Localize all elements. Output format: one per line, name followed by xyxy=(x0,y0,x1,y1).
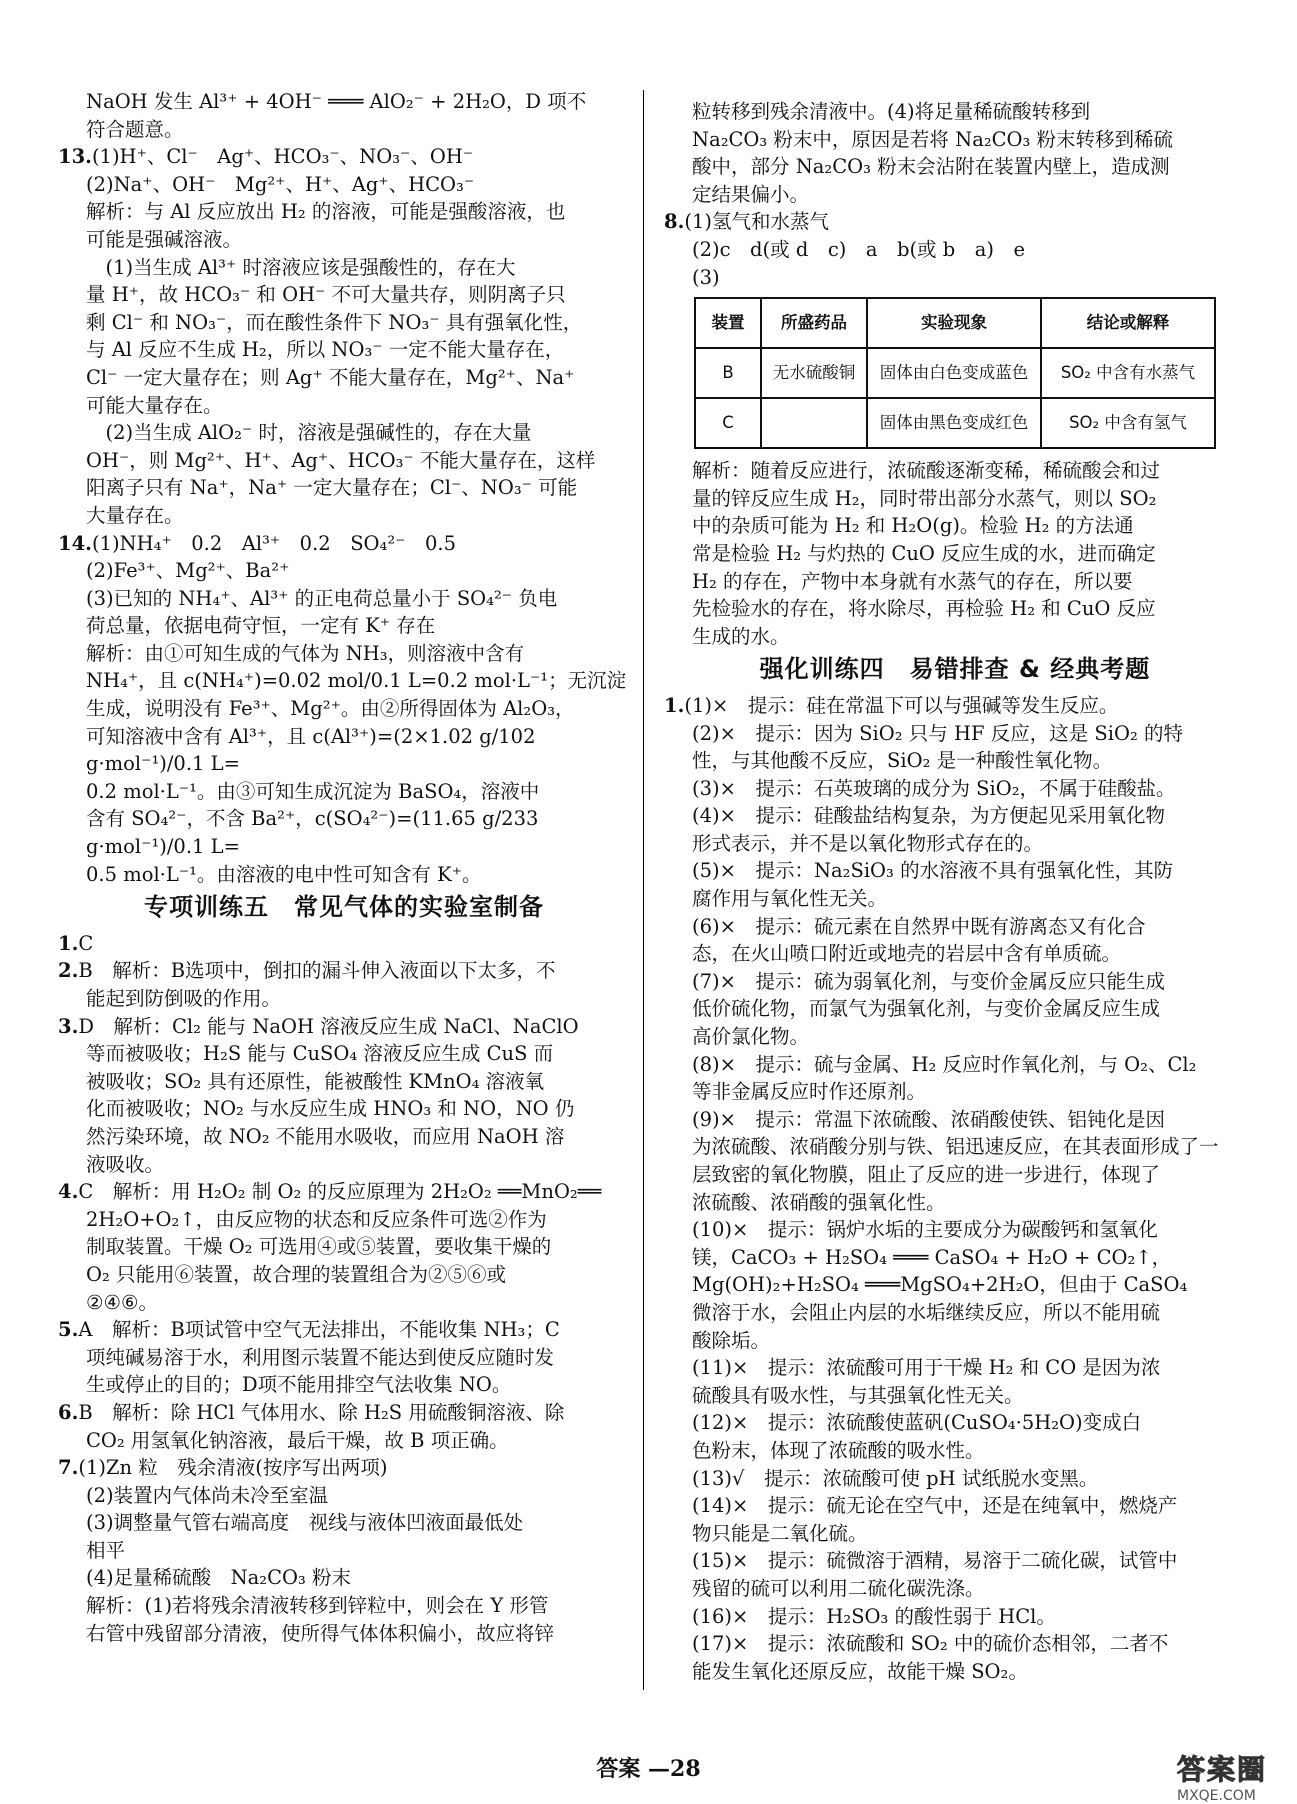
text-line xyxy=(664,1437,1246,1465)
text-line xyxy=(58,861,630,889)
table-header-cell: 实验现象 xyxy=(867,298,1041,348)
text-line xyxy=(664,512,1246,540)
line-text: 液吸收。 xyxy=(86,1152,165,1176)
line-text: (7)× 提示：硫为弱氧化剂，与变价金属反应只能生成 xyxy=(692,969,1165,993)
text-line xyxy=(58,1040,630,1068)
text-line xyxy=(58,612,630,640)
text-line xyxy=(664,126,1246,154)
text-line xyxy=(58,695,630,723)
line-text: 微溶于水，会阻止内层的水垢继续反应，所以不能用硫 xyxy=(692,1300,1161,1324)
line-text: (2)当生成 AlO₂⁻ 时，溶液是强碱性的，存在大量 xyxy=(86,421,532,445)
question-number: 2. xyxy=(58,959,79,983)
text-line xyxy=(664,1133,1246,1161)
text-line xyxy=(664,1051,1246,1079)
text-line xyxy=(664,236,1246,264)
line-text: 中的杂质可能为 H₂ 和 H₂O(g)。检验 H₂ 的方法通 xyxy=(692,514,1134,538)
line-text: 符合题意。 xyxy=(86,117,184,141)
line-text: 右管中残留部分清液，使所得气体体积偏小，故应将锌 xyxy=(86,1621,555,1645)
line-text: 剩 Cl⁻ 和 NO₃⁻，而在酸性条件下 NO₃⁻ 具有强氧化性， xyxy=(86,310,583,334)
line-text: NaOH 发生 Al³⁺ + 4OH⁻ ═══ AlO₂⁻ + 2H₂O，D 项不 xyxy=(86,90,587,113)
text-line xyxy=(58,585,630,613)
text-line xyxy=(664,1106,1246,1134)
text-line xyxy=(58,667,630,695)
question-number: 6. xyxy=(58,1400,79,1424)
line-text: 性，与其他酸不反应，SiO₂ 是一种酸性氧化物。 xyxy=(692,749,1113,773)
text-line xyxy=(58,116,630,144)
left-block-1 xyxy=(58,88,630,888)
table-cell xyxy=(761,398,867,448)
line-text: (11)× 提示：浓硫酸可用于干燥 H₂ 和 CO 是因为浓 xyxy=(692,1356,1161,1380)
text-line xyxy=(664,1023,1246,1051)
text-line xyxy=(58,1620,630,1648)
text-line xyxy=(58,1013,630,1041)
line-text: 0.2 mol·L⁻¹。由③可知生成沉淀为 BaSO₄，溶液中 xyxy=(86,779,540,803)
text-line xyxy=(58,502,630,530)
line-text: 能起到防倒吸的作用。 xyxy=(86,987,282,1010)
text-line xyxy=(58,1289,630,1317)
question-number: 3. xyxy=(58,1014,79,1038)
watermark-text: 答案圈 xyxy=(1176,1753,1267,1786)
line-text: 量的锌反应生成 H₂，同时带出部分水蒸气，则以 SO₂ xyxy=(692,486,1157,510)
section-title-5: 专项训练五 常见气体的实验室制备 xyxy=(144,893,544,922)
line-text: (2)装置内气体尚未冷至室温 xyxy=(86,1483,329,1507)
line-text: 被吸收；SO₂ 具有还原性，能被酸性 KMnO₄ 溶液氧 xyxy=(86,1069,545,1093)
text-line xyxy=(58,1509,630,1537)
text-line xyxy=(58,1316,630,1344)
line-text: (4)× 提示：硅酸盐结构复杂，为方便起见采用氧化物 xyxy=(692,804,1165,828)
text-line xyxy=(58,336,630,364)
text-line xyxy=(664,968,1246,996)
text-line xyxy=(664,802,1246,830)
text-line xyxy=(664,1189,1246,1217)
line-text: B 解析：除 HCl 气体用水、除 H₂S 用硫酸铜溶液、除 xyxy=(78,1400,565,1424)
table-row xyxy=(695,398,1215,448)
text-line xyxy=(58,1261,630,1289)
text-line xyxy=(664,1327,1246,1355)
text-line xyxy=(58,88,630,116)
text-line xyxy=(58,143,630,171)
text-line xyxy=(664,940,1246,968)
line-text: 荷总量，依据电荷守恒，一定有 K⁺ 存在 xyxy=(86,614,436,638)
text-line xyxy=(664,830,1246,858)
table-row xyxy=(695,348,1215,398)
line-text: (16)× 提示：H₂SO₃ 的酸性弱于 HCl。 xyxy=(692,1604,1056,1628)
line-text: (1)Zn 粒 残余清液(按序写出两项) xyxy=(78,1456,388,1480)
line-text: 阳离子只有 Na⁺，Na⁺ 一定大量存在；Cl⁻、NO₃⁻ 可能 xyxy=(86,476,578,500)
line-text: (2)c d(或 d c) a b(或 b a) e xyxy=(692,237,1026,261)
text-line xyxy=(58,957,630,985)
line-text: 层致密的氧化物膜，阻止了反应的进一步进行，体现了 xyxy=(692,1163,1161,1186)
text-line xyxy=(58,1123,630,1151)
text-line xyxy=(58,1151,630,1179)
line-text: 与 Al 反应不生成 H₂，所以 NO₃⁻ 一定不能大量存在， xyxy=(86,338,565,362)
line-text: (12)× 提示：浓硫酸使蓝矾(CuSO₄·5H₂O)变成白 xyxy=(692,1411,1142,1435)
line-text: (2)× 提示：因为 SiO₂ 只与 HF 反应，这是 SiO₂ 的特 xyxy=(692,721,1183,745)
line-text: 生成的水。 xyxy=(692,624,790,648)
text-line xyxy=(58,1399,630,1427)
text-line xyxy=(58,281,630,309)
result-table xyxy=(694,297,1216,449)
line-text: 物只能是二氧化硫。 xyxy=(692,1521,868,1545)
line-text: 0.5 mol·L⁻¹。由溶液的电中性可知含有 K⁺。 xyxy=(86,862,482,886)
section-title-4: 强化训练四 易错排查 & 经典考题 xyxy=(759,655,1151,684)
text-line xyxy=(58,226,630,254)
text-line xyxy=(664,1271,1246,1299)
line-text: 高价氯化物。 xyxy=(692,1025,810,1049)
line-text: 生或停止的目的；D项不能用排空气法收集 NO。 xyxy=(86,1373,512,1397)
line-text: Mg(OH)₂+H₂SO₄ ═══MgSO₄+2H₂O，但由于 CaSO₄ xyxy=(692,1273,1188,1297)
right-column xyxy=(664,98,1246,1685)
line-text: (14)× 提示：硫无论在空气中，还是在纯氧中，燃烧产 xyxy=(692,1494,1178,1518)
line-text: 制取装置。干燥 O₂ 可选用④或⑤装置，要收集干燥的 xyxy=(86,1235,552,1259)
text-line xyxy=(58,1178,630,1206)
text-line xyxy=(58,419,630,447)
question-number: 8. xyxy=(664,210,685,234)
text-line xyxy=(664,1547,1246,1575)
text-line xyxy=(664,208,1246,236)
text-line xyxy=(664,181,1246,209)
text-line xyxy=(58,1371,630,1399)
line-text: C 解析：用 H₂O₂ 制 O₂ 的反应原理为 2H₂O₂ ══MnO₂══ xyxy=(78,1180,602,1204)
line-text: (4)足量稀硫酸 Na₂CO₃ 粉末 xyxy=(86,1566,352,1590)
line-text: (2)Na⁺、OH⁻ Mg²⁺、H⁺、Ag⁺、HCO₃⁻ xyxy=(86,172,475,196)
line-text: (13)√ 提示：浓硫酸可使 pH 试纸脱水变黑。 xyxy=(692,1466,1099,1490)
line-text: 能发生氧化还原反应，故能干燥 SO₂。 xyxy=(692,1659,1028,1683)
text-line xyxy=(664,1630,1246,1658)
text-line xyxy=(58,254,630,282)
line-text: (6)× 提示：硫元素在自然界中既有游离态又有化合 xyxy=(692,914,1146,938)
table-header-cell: 装置 xyxy=(695,298,761,348)
text-line xyxy=(664,1520,1246,1548)
text-line xyxy=(58,309,630,337)
line-text: 酸中，部分 Na₂CO₃ 粉末会沾附在装置内壁上，造成测 xyxy=(692,155,1170,179)
question-number: 1. xyxy=(58,931,79,955)
text-line xyxy=(58,1482,630,1510)
text-line xyxy=(58,1068,630,1096)
text-line xyxy=(664,1354,1246,1382)
text-line xyxy=(58,1233,630,1261)
text-line xyxy=(58,364,630,392)
text-line xyxy=(664,720,1246,748)
line-text: 然污染环境，故 NO₂ 不能用水吸收，而应用 NaOH 溶 xyxy=(86,1124,565,1148)
watermark-logo xyxy=(1177,1748,1267,1804)
line-text: 定结果偏小。 xyxy=(692,182,810,206)
line-text: OH⁻，则 Mg²⁺、H⁺、Ag⁺、HCO₃⁻ 不能大量存在，这样 xyxy=(86,448,596,472)
text-line xyxy=(664,595,1246,623)
column-divider xyxy=(643,90,644,1690)
line-text: 低价硫化物，而氯气为强氧化剂，与变价金属反应生成 xyxy=(692,997,1161,1021)
question-number: 5. xyxy=(58,1318,79,1342)
line-text: ②④⑥。 xyxy=(86,1290,158,1314)
line-text: (3)已知的 NH₄⁺、Al³⁺ 的正电荷总量小于 SO₄²⁻ 负电 xyxy=(86,586,558,610)
page-footer: 答案 —28 xyxy=(596,1756,701,1782)
text-line xyxy=(58,778,630,806)
text-line xyxy=(664,692,1246,720)
line-text: 硫酸具有吸水性，与其强氧化性无关。 xyxy=(692,1383,1024,1407)
left-block-2 xyxy=(58,930,630,1647)
line-text: CO₂ 用氢氧化钠溶液，最后干燥，故 B 项正确。 xyxy=(86,1428,509,1452)
text-line xyxy=(58,171,630,199)
line-text: 态，在火山喷口附近或地壳的岩层中含有单质硫。 xyxy=(692,942,1122,966)
text-line xyxy=(58,392,630,420)
text-line xyxy=(664,1575,1246,1603)
line-text: 含有 SO₄²⁻，不含 Ba²⁺，c(SO₄²⁻)=(11.65 g/233 g·mol⁻¹)/0.1 L= xyxy=(86,807,539,859)
right-block-2 xyxy=(664,457,1246,650)
text-line xyxy=(664,857,1246,885)
text-line xyxy=(664,1409,1246,1437)
question-number: 13. xyxy=(58,145,92,169)
line-text: 大量存在。 xyxy=(86,503,184,527)
text-line xyxy=(58,530,630,558)
text-line xyxy=(664,1382,1246,1410)
text-line xyxy=(664,885,1246,913)
line-text: D 解析：Cl₂ 能与 NaOH 溶液反应生成 NaCl、NaClO xyxy=(78,1014,579,1038)
text-line xyxy=(664,568,1246,596)
text-line xyxy=(664,264,1246,292)
text-line xyxy=(58,930,630,958)
text-line xyxy=(58,1592,630,1620)
line-text: (1)NH₄⁺ 0.2 Al³⁺ 0.2 SO₄²⁻ 0.5 xyxy=(91,531,456,555)
line-text: 解析：随着反应进行，浓硫酸逐渐变稀，稀硫酸会和过 xyxy=(692,459,1161,483)
line-text: (3) xyxy=(692,265,720,289)
text-line xyxy=(58,474,630,502)
question-number: 4. xyxy=(58,1180,79,1204)
line-text: (5)× 提示：Na₂SiO₃ 的水溶液不具有强氧化性，其防 xyxy=(692,859,1174,883)
right-block-1 xyxy=(664,98,1246,291)
question-number: 14. xyxy=(58,531,92,555)
text-line xyxy=(58,985,630,1013)
watermark-url: MXQE.COM xyxy=(1176,1788,1256,1804)
text-line xyxy=(664,1161,1246,1189)
text-line xyxy=(664,1492,1246,1520)
text-line xyxy=(664,1465,1246,1493)
line-text: 可能是强碱溶液。 xyxy=(86,227,243,251)
question-number: 7. xyxy=(58,1456,79,1480)
text-line xyxy=(58,198,630,226)
table-cell: SO₂ 中含有氢气 xyxy=(1041,398,1215,448)
text-line xyxy=(58,557,630,585)
text-line xyxy=(664,623,1246,651)
line-text: (1)× 提示：硅在常温下可以与强碱等发生反应。 xyxy=(684,693,1119,717)
text-line xyxy=(58,640,630,668)
line-text: 酸除垢。 xyxy=(692,1328,771,1352)
line-text: 色粉末，体现了浓硫酸的吸水性。 xyxy=(692,1438,985,1462)
line-text: 生成，说明没有 Fe³⁺、Mg²⁺。由②所得固体为 Al₂O₃， xyxy=(86,697,575,721)
table-cell: 固体由黑色变成红色 xyxy=(867,398,1041,448)
line-text: A 解析：B项试管中空气无法排出，不能收集 NH₃；C xyxy=(78,1318,560,1342)
text-line xyxy=(664,457,1246,485)
line-text: 可能大量存在。 xyxy=(86,393,223,417)
line-text: 量 H⁺，故 HCO₃⁻ 和 OH⁻ 不可大量共存，则阴离子只 xyxy=(86,283,566,307)
line-text: B 解析：B选项中，倒扣的漏斗伸入液面以下太多，不 xyxy=(78,959,556,983)
table-cell: 无水硫酸铜 xyxy=(761,348,867,398)
line-text: 相平 xyxy=(86,1538,126,1562)
text-line xyxy=(58,1095,630,1123)
text-line xyxy=(664,1078,1246,1106)
text-line xyxy=(664,913,1246,941)
text-line xyxy=(664,1658,1246,1686)
line-text: Na₂CO₃ 粉末中，原因是若将 Na₂CO₃ 粉末转移到稀硫 xyxy=(692,127,1174,151)
text-line xyxy=(664,153,1246,181)
text-line xyxy=(664,1299,1246,1327)
text-line xyxy=(58,1454,630,1482)
line-text: (2)Fe³⁺、Mg²⁺、Ba²⁺ xyxy=(86,559,290,583)
right-block-3 xyxy=(664,692,1246,1685)
table-cell: SO₂ 中含有水蒸气 xyxy=(1041,348,1215,398)
line-text: 项纯碱易溶于水，利用图示装置不能达到使反应随时发 xyxy=(86,1345,555,1369)
line-text: 解析：(1)若将残余清液转移到锌粒中，则会在 Y 形管 xyxy=(86,1594,549,1618)
line-text: O₂ 只能用⑥装置，故合理的装置组合为②⑤⑥或 xyxy=(86,1262,507,1286)
line-text: (3)调整量气管右端高度 视线与液体凹液面最低处 xyxy=(86,1511,524,1535)
line-text: C xyxy=(78,931,94,955)
line-text: 等非金属反应时作还原剂。 xyxy=(692,1080,927,1104)
question-number: 1. xyxy=(664,693,685,717)
line-text: (3)× 提示：石英玻璃的成分为 SiO₂，不属于硅酸盐。 xyxy=(692,776,1176,800)
table-cell: B xyxy=(695,348,761,398)
line-text: 镁，CaCO₃ + H₂SO₄ ═══ CaSO₄ + H₂O + CO₂↑， xyxy=(692,1245,1172,1269)
line-text: 形式表示，并不是以氧化物形式存在的。 xyxy=(692,831,1044,855)
table-header-cell: 所盛药品 xyxy=(761,298,867,348)
line-text: Cl⁻ 一定大量存在；则 Ag⁺ 不能大量存在，Mg²⁺、Na⁺ xyxy=(86,365,575,389)
line-text: 2H₂O+O₂↑，由反应物的状态和反应条件可选②作为 xyxy=(86,1207,547,1231)
line-text: 为浓硫酸、浓硝酸分别与铁、铝迅速反应，在其表面形成了一 xyxy=(692,1135,1219,1159)
line-text: (8)× 提示：硫与金属、H₂ 反应时作氧化剂，与 O₂、Cl₂ xyxy=(692,1052,1197,1076)
text-line xyxy=(58,447,630,475)
line-text: 腐作用与氧化性无关。 xyxy=(692,887,888,911)
line-text: 解析：由①可知生成的气体为 NH₃，则溶液中含有 xyxy=(86,641,525,665)
line-text: 化而被吸收；NO₂ 与水反应生成 HNO₃ 和 NO，NO 仍 xyxy=(86,1097,575,1121)
table-cell: 固体由白色变成蓝色 xyxy=(867,348,1041,398)
line-text: (1)氢气和水蒸气 xyxy=(684,210,829,234)
text-line xyxy=(664,747,1246,775)
line-text: 残留的硫可以利用二硫化碳洗涤。 xyxy=(692,1576,985,1600)
text-line xyxy=(664,485,1246,513)
text-line xyxy=(58,1206,630,1234)
line-text: 先检验水的存在，将水除尽，再检验 H₂ 和 CuO 反应 xyxy=(692,597,1156,621)
line-text: (1)H⁺、Cl⁻ Ag⁺、HCO₃⁻、NO₃⁻、OH⁻ xyxy=(91,145,474,169)
left-column xyxy=(58,88,630,1647)
line-text: 解析：与 Al 反应放出 H₂ 的溶液，可能是强酸溶液，也 xyxy=(86,200,566,224)
line-text: (15)× 提示：硫微溶于酒精，易溶于二硫化碳，试管中 xyxy=(692,1549,1178,1573)
text-line xyxy=(664,1216,1246,1244)
line-text: (1)当生成 Al³⁺ 时溶液应该是强酸性的，存在大 xyxy=(86,255,516,279)
line-text: (17)× 提示：浓硫酸和 SO₂ 中的硫价态相邻，二者不 xyxy=(692,1632,1169,1656)
table-header-cell: 结论或解释 xyxy=(1041,298,1215,348)
text-line xyxy=(664,98,1246,126)
text-line xyxy=(664,540,1246,568)
text-line xyxy=(664,775,1246,803)
text-line xyxy=(664,995,1246,1023)
table-cell: C xyxy=(695,398,761,448)
line-text: H₂ 的存在，产物中本身就有水蒸气的存在，所以要 xyxy=(692,569,1133,593)
line-text: (9)× 提示：常温下浓硫酸、浓硝酸使铁、铝钝化是因 xyxy=(692,1107,1165,1131)
text-line xyxy=(664,1244,1246,1272)
text-line xyxy=(58,1564,630,1592)
text-line xyxy=(58,805,630,860)
line-text: 等而被吸收；H₂S 能与 CuSO₄ 溶液反应生成 CuS 而 xyxy=(86,1042,554,1066)
text-line xyxy=(58,723,630,778)
line-text: 浓硫酸、浓硝酸的强氧化性。 xyxy=(692,1190,946,1214)
text-line xyxy=(664,1603,1246,1631)
text-line xyxy=(58,1427,630,1455)
line-text: NH₄⁺，且 c(NH₄⁺)=0.02 mol/0.1 L=0.2 mol·L⁻¹；无沉淀 xyxy=(86,669,627,693)
line-text: (10)× 提示：锅炉水垢的主要成分为碳酸钙和氢氧化 xyxy=(692,1218,1158,1242)
text-line xyxy=(58,1344,630,1372)
line-text: 常是检验 H₂ 与灼热的 CuO 反应生成的水，进而确定 xyxy=(692,541,1156,565)
text-line xyxy=(58,1537,630,1565)
table-header-row xyxy=(695,298,1215,348)
line-text: 粒转移到残余清液中。(4)将足量稀硫酸转移到 xyxy=(692,100,1091,123)
line-text: 可知溶液中含有 Al³⁺，且 c(Al³⁺)=(2×1.02 g/102 g·mol⁻¹)/0.1 L= xyxy=(86,724,536,776)
